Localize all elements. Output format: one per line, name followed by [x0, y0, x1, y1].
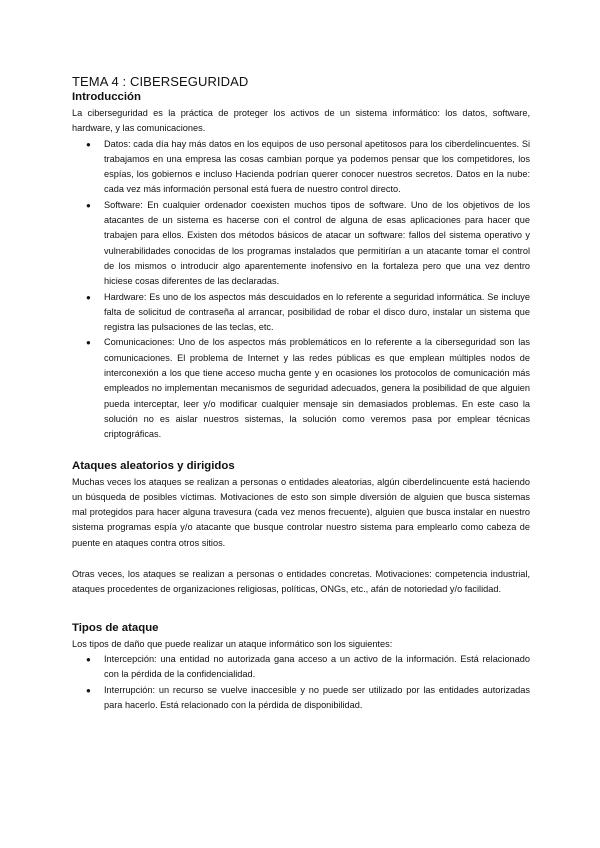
assets-list: [72, 137, 530, 443]
bullet-icon: ●: [86, 685, 91, 695]
list-item-text: Comunicaciones: Uno de los aspectos más problemáticos en lo referente a la ciberseguridad son las comunicaciones. El problema de Internet y las redes públicas es que emplean múltiples nodos de interconexión a los que tiene acceso mucha gente y en ocasiones los protocolos de comunicación más empleados no implementan mecanismos de seguridad adecuados, genera la posibilidad de que alguien pueda interceptar, leer y/o modificar cualquier mensaje sin demasiados problemas. En este caso la solución no es aislar nuestros sistemas, la solución como veremos pasa por emplear técnicas criptográficas.: [104, 337, 530, 440]
paragraph: Otras veces, los ataques se realizan a personas o entidades concretas. Motivaciones: competencia industrial, ataques procedentes de organizaciones religiosas, políticas, ONGs, etc., afán de notoriedad y/o facilidad.: [72, 569, 530, 595]
section-heading-ataques: Ataques aleatorios y dirigidos: [72, 459, 235, 472]
list-item: [86, 290, 530, 336]
list-item-text: Datos: cada día hay más datos en los equipos de uso personal apetitosos para los ciberdelincuentes. Si trabajamos en una empresa las cosas cambian porque ya podemos pensar que los competidores, los espías, los gobiernos e incluso Hacienda podrían querer conocer nuestros secretos. Datos en la nube: cada vez más información personal está fuera de nuestro control directo.: [104, 138, 530, 195]
list-item-text: Hardware: Es uno de los aspectos más descuidados en lo referente a seguridad informática. Se incluye falta de solicitud de contraseña al arrancar, posibilidad de robar el disco duro, instalar un sistema que registra las pulsaciones de las teclas, etc.: [104, 291, 530, 333]
intro-paragraph: La ciberseguridad es la práctica de proteger los activos de un sistema informático: los datos, software, hardware, y las comunicaciones.: [72, 108, 530, 134]
bullet-icon: ●: [86, 292, 91, 302]
attack-types-list: [72, 652, 530, 713]
list-item: [86, 137, 530, 198]
section-heading-tipos: Tipos de ataque: [72, 621, 159, 634]
list-item-text: Intercepción: una entidad no autorizada gana acceso a un activo de la información. Está relacionado con la pérdida de la confidencialidad.: [104, 653, 530, 680]
list-item-text: Interrupción: un recurso se vuelve inaccesible y no puede ser utilizado por las entidades autorizadas para hacerlo. Está relacionado con la pérdida de disponibilidad.: [104, 684, 530, 710]
section-heading-introduccion: Introducción: [72, 91, 141, 103]
list-item: [86, 335, 530, 442]
document-page: [72, 74, 530, 713]
paragraph: Muchas veces los ataques se realizan a personas o entidades aleatorias, algún ciberdelincuente está haciendo un búsqueda de posibles víctimas. Motivaciones de esto son simple diversión de alguien que busca sistemas mal protegidos para hacer alguna travesura (cada vez menos frecuente), alguien que busca instalar en nuestro sistema programas espía y/o atacante que busque controlar nuestro sistema para emplearlo como cabeza de puente en ataques contra otros sitios.: [72, 476, 530, 548]
bullet-icon: ●: [86, 139, 91, 149]
list-item: [86, 683, 530, 714]
bullet-icon: ●: [86, 654, 91, 664]
bullet-icon: ●: [86, 338, 91, 348]
list-item-text: Software: En cualquier ordenador coexisten muchos tipos de software. Uno de los objetivos de los atacantes de un sistema es hacerse con el control de alguna de esas aplicaciones para hacer que trabajen para ellos. Existen dos métodos básicos de atacar un software: fallos del sistema operativo y vulnerabilidades conocidas de los programas instalados que permitirían a un atacante tomar el control de los mismos o introducir algo aparentemente inofensivo en la fortaleza pero que una vez dentro hiciese cosas diferentes de las declaradas.: [104, 199, 530, 287]
intro-paragraph: Los tipos de daño que puede realizar un ataque informático son los siguientes:: [72, 638, 393, 649]
list-item: [86, 652, 530, 683]
list-item: [86, 198, 530, 290]
document-title: TEMA 4 : CIBERSEGURIDAD: [72, 74, 249, 89]
bullet-icon: ●: [86, 200, 91, 210]
